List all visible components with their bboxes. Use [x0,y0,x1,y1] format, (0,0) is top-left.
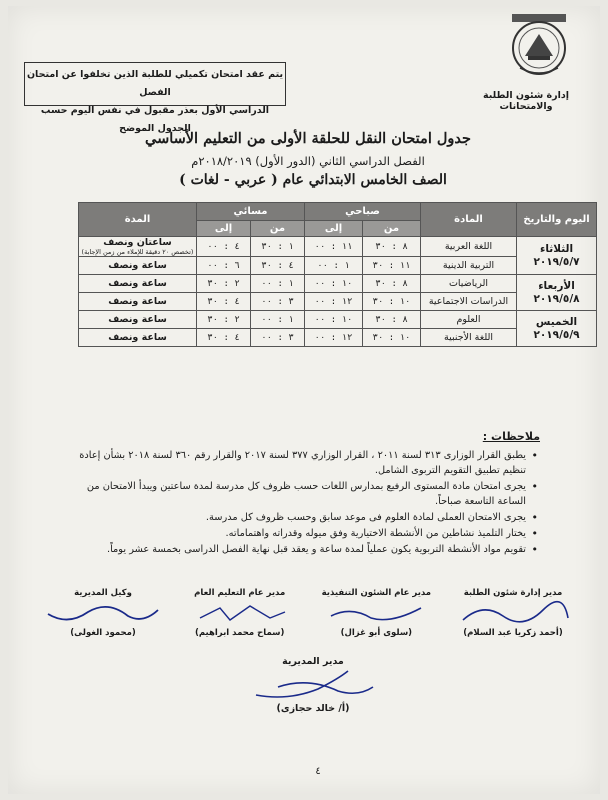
notice-line-1: يتم عقد امتحان تكميلي للطلبة الذين تخلفوا عن امتحان الفصل [26,69,284,98]
handwritten-signature-icon [248,667,378,703]
administration-name: إدارة شئون الطلبة والامتحانات [483,90,569,112]
signatory-name: (سماح محمد ابراهيم) [194,628,285,638]
table-row [79,311,597,329]
header-morning-to: إلى [305,221,363,237]
day-date: ٢٠١٩/٥/٧ [533,255,580,268]
signature-block [311,588,441,638]
signatory-name: (سلوى أبو غزال) [340,628,413,638]
exam-schedule-table [78,202,597,347]
subject-cell: العلوم [421,311,517,329]
note-item: • يجرى الامتحان العملى لمادة العلوم فى موعد سابق وحسب ظروف كل مدرسة. [56,510,526,525]
director-name: (أ/ خالد حجازى) [276,703,350,714]
subject-cell: التربية الدينية [421,257,517,275]
morning-to: ١ : ٠٠ [305,257,363,275]
morning-from: ١١ : ٣٠ [363,257,421,275]
evening-from: ٣ : ٠٠ [251,329,305,347]
header-morning: صباحي [305,203,421,221]
handwritten-signature-icon [448,598,578,628]
morning-to: ١٠ : ٠٠ [305,311,363,329]
duration-cell: ساعة ونصف [79,311,197,329]
signatory-name: (محمود الغولى) [70,628,136,638]
page-number: ٤ [315,766,321,777]
evening-from: ٤ : ٣٠ [251,257,305,275]
evening-to: ٤ : ٠٠ [197,237,251,257]
evening-to: ٤ : ٣٠ [197,329,251,347]
director-label: مدير المديرية [282,656,344,667]
header-evening-from: من [251,221,305,237]
morning-from: ٨ : ٣٠ [363,237,421,257]
signature-block [448,588,578,638]
handwritten-signature-icon [38,598,168,628]
day-name: الأربعاء [538,279,575,292]
duration-cell: ساعة ونصف [79,275,197,293]
note-item: • تقويم مواد الأنشطة التربوية يكون عملياً لمدة ساعة و يعقد قبل نهاية الفصل الدراسى بخمسة عشر يوماً. [56,542,526,557]
day-cell [517,311,597,347]
semester-subtitle: الفصل الدراسي الثاني (الدور الأول) ٢٠١٨/٢٠١٩م [191,154,425,168]
evening-from: ٣ : ٠٠ [251,293,305,311]
signatory-name: (أحمد زكريا عبد السلام) [463,628,563,638]
morning-to: ١٢ : ٠٠ [305,293,363,311]
duration-note: (تخصص ٢٠ دقيقة للإملاء من زمن الإجابة) [81,248,194,256]
day-date: ٢٠١٩/٥/٨ [533,292,580,305]
header-duration: المدة [79,203,197,237]
director-signature [248,656,378,714]
day-name: الخميس [535,315,578,328]
evening-to: ٢ : ٣٠ [197,311,251,329]
note-item: • يطبق القرار الوزارى ٣١٣ لسنة ٢٠١١ ، القرار الوزاري ٣٧٧ لسنة ٢٠١٧ والقرار رقم ٣٦٠ لسنة ٢٠١٨ بشأن إعادة تنظيم تطبيق التقويم التربوى الشامل. [56,448,526,478]
header-evening-to: إلى [197,221,251,237]
note-item: • يختار التلميذ نشاطين من الأنشطة الاختيارية وفق ميوله وقدراته واهتماماته. [56,526,526,541]
subject-cell: الرياضيات [421,275,517,293]
duration-cell [79,237,197,257]
signatures-row [38,588,578,638]
header-evening: مسائي [197,203,305,221]
header-morning-from: من [363,221,421,237]
header-subject: المادة [421,203,517,237]
duration-cell: ساعة ونصف [79,257,197,275]
table-row [79,275,597,293]
directorate-logo-icon [498,12,580,82]
day-cell [517,275,597,311]
morning-from: ٨ : ٣٠ [363,275,421,293]
signature-label: مدير إدارة شئون الطلبة [463,588,563,598]
duration-value: ساعتان ونصف [103,237,172,248]
duration-cell: ساعة ونصف [79,329,197,347]
day-date: ٢٠١٩/٥/٩ [533,328,580,341]
evening-from: ١ : ٠٠ [251,311,305,329]
handwritten-signature-icon [311,598,441,628]
subject-cell: اللغة العربية [421,237,517,257]
signature-label: مدير عام الشئون التنفيذية [321,588,432,598]
document-page [8,6,600,794]
signature-label: مدير عام التعليم العام [194,588,286,598]
day-name: الثلاثاء [539,242,574,255]
signature-block [38,588,168,638]
morning-to: ١٢ : ٠٠ [305,329,363,347]
evening-from: ١ : ٣٠ [251,237,305,257]
header-day-date: اليوم والتاريخ [517,203,597,237]
signature-block [175,588,305,638]
grade-title: الصف الخامس الابتدائي عام ( عربي - لغات ) [179,172,447,188]
day-cell [517,237,597,275]
evening-from: ١ : ٠٠ [251,275,305,293]
notice-line-2: الدراسي الأول بعذر مقبول في نفس اليوم حسب الجدول الموضح [40,105,270,134]
morning-from: ١٠ : ٣٠ [363,293,421,311]
evening-to: ٢ : ٣٠ [197,275,251,293]
morning-to: ١٠ : ٠٠ [305,275,363,293]
note-item: • يجرى امتحان مادة المستوى الرفيع بمدارس اللغات حسب ظروف كل مدرسة لمدة ساعتين ويبدأ الامتحان من الساعة التاسعة صباحاً. [56,479,526,509]
notes-title: ملاحظات : [482,430,540,443]
table-row [79,237,597,257]
document-title: جدول امتحان النقل للحلقة الأولى من التعليم الأساسي [144,130,472,147]
subject-cell: الدراسات الاجتماعية [421,293,517,311]
subject-cell: اللغة الأجنبية [421,329,517,347]
signature-label: وكيل المديرية [74,588,132,598]
morning-from: ١٠ : ٣٠ [363,329,421,347]
morning-from: ٨ : ٣٠ [363,311,421,329]
morning-to: ١١ : ٠٠ [305,237,363,257]
notes-list [56,448,540,558]
evening-to: ٦ : ٠٠ [197,257,251,275]
makeup-exam-notice [24,62,286,134]
duration-cell: ساعة ونصف [79,293,197,311]
handwritten-signature-icon [175,598,305,628]
evening-to: ٤ : ٣٠ [197,293,251,311]
